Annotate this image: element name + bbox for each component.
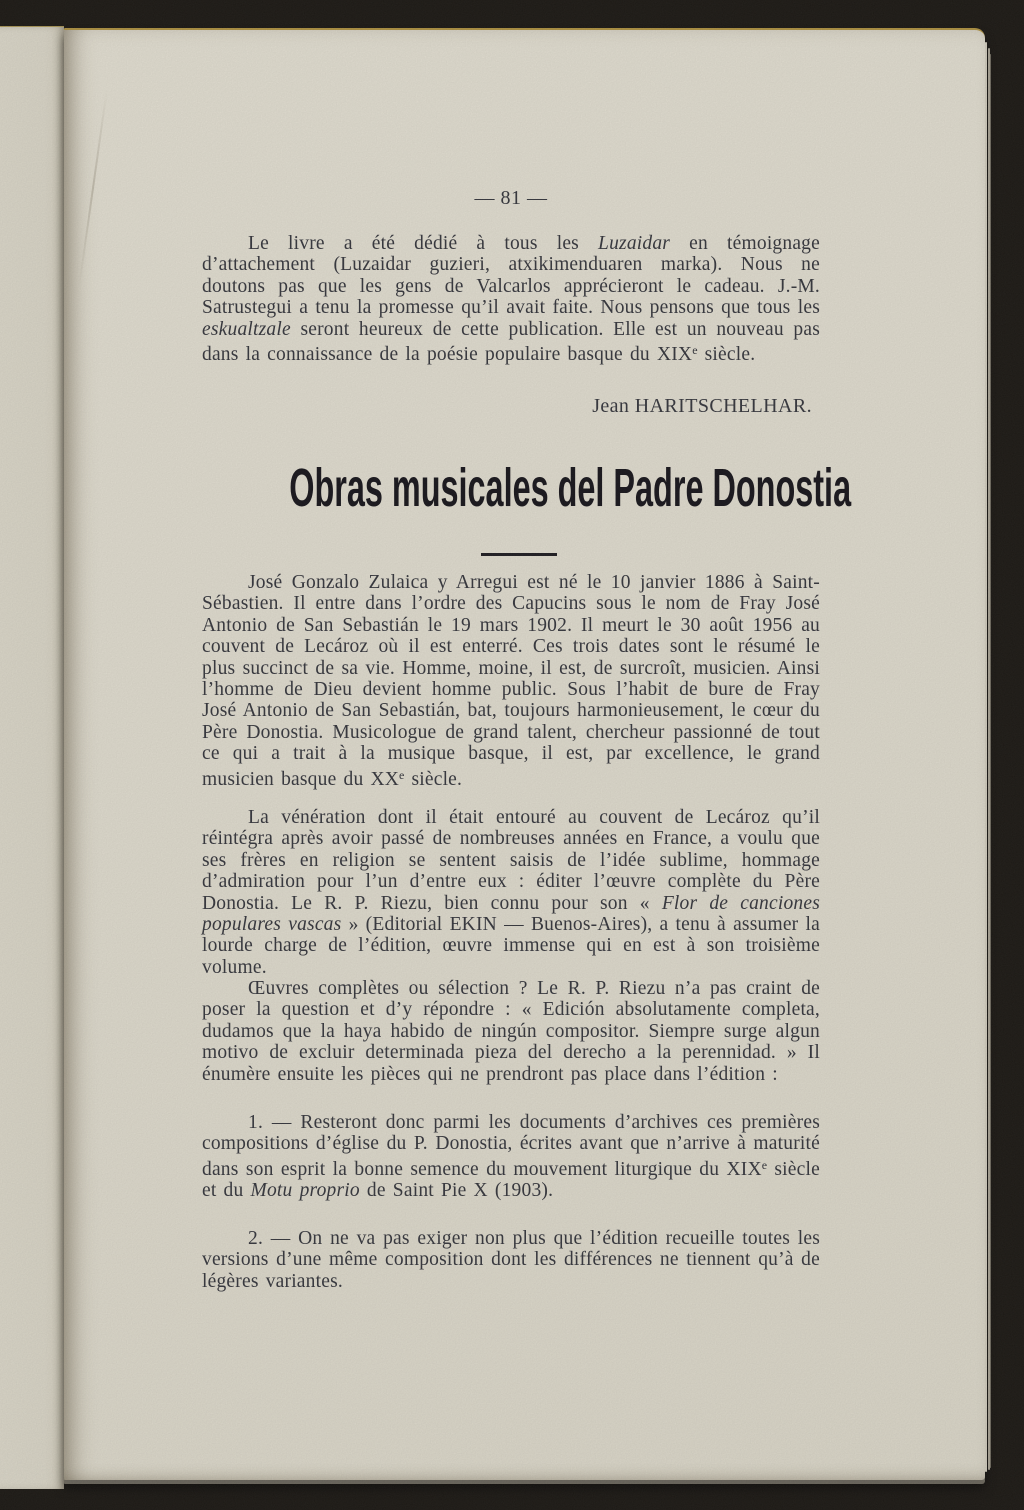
paragraph-veneration: La vénération dont il était entouré au couvent de Lecároz qu’il réintégra après avoir passé de nombreuses années en France, a voulu que ses frères en religion se sentent saisis de l’idée sublime, hommage d’admiration pour l’un d’entre eux : éditer l’œuvre complète du Père Donostia. Le R. P. Riezu, bien connu pour son « Flor de canciones populares vascas » (Editorial EKIN — Buenos-Aires), a tenu à assumer la lourde charge de l’édition, œuvre immense qui en est à son troisième volume. [202,807,821,978]
article-title [102,460,920,518]
page-number: — 81 — [474,187,548,209]
article-title-text: Obras musicales del Padre Donostia [289,458,852,518]
author-byline: Jean HARITSCHELHAR. [592,395,812,417]
paragraph-oeuvres-completes: Œuvres complètes ou sélection ? Le R. P. Riezu n’a pas craint de poser la question et d’y répondre : « Edición absolutamente completa, dudamos que la haya habido de ningún compositor. Siempre surge algun motivo de excluir determinada pieza del derecho a la perennidad. » Il énumère ensuite les pièces qui ne prendront pas place dans l’édition : [202,978,820,1085]
title-rule [481,553,557,556]
paragraph-biography: José Gonzalo Zulaica y Arregui est né le 10 janvier 1886 à Saint-Sébastien. Il entre dans l’ordre des Capucins sous le nom de Fray José Antonio de San Sebastián le 19 mars 1902. Il meurt le 30 août 1956 au couvent de Lecároz où il est enterré. Ces trois dates sont le résumé le plus succinct de sa vie. Homme, moine, il est, de surcroît, musicien. Ainsi l’homme de Dieu devient homme public. Sous l’habit de bure de Fray José Antonio de San Sebastián, bat, toujours harmonieusement, le cœur du Père Donostia. Musicologue de grand talent, chercheur passionné de tout ce qui a trait à la musique basque, il est, par excellence, le grand musicien basque du XXe siècle. [202,572,820,790]
paragraph-numbered-item-2: 2. — On ne va pas exiger non plus que l’édition recueille toutes les versions d’une même composition dont les différences ne tiennent qu’à de légères variantes. [202,1228,820,1292]
paragraph-closing-previous-article: Le livre a été dédié à tous les Luzaidar en témoignage d’attachement (Luzaidar guzieri, atxikimenduaren marka). Nous ne doutons pas que les gens de Valcarlos apprécieront le cadeau. J.-M. Satrustegui a tenu la promesse qu’il avait faite. Nous pensons que tous les eskualtzale seront heureux de cette publication. Elle est un nouveau pas dans la connaissance de la poésie populaire basque du XIXe siècle. [202,233,820,366]
paragraph-numbered-item-1: 1. — Resteront donc parmi les documents d’archives ces premières compositions d’église du P. Donostia, écrites avant que n’arrive à maturité dans son esprit la bonne semence du mouvement liturgique du XIXe siècle et du Motu proprio de Saint Pie X (1903). [202,1112,820,1202]
